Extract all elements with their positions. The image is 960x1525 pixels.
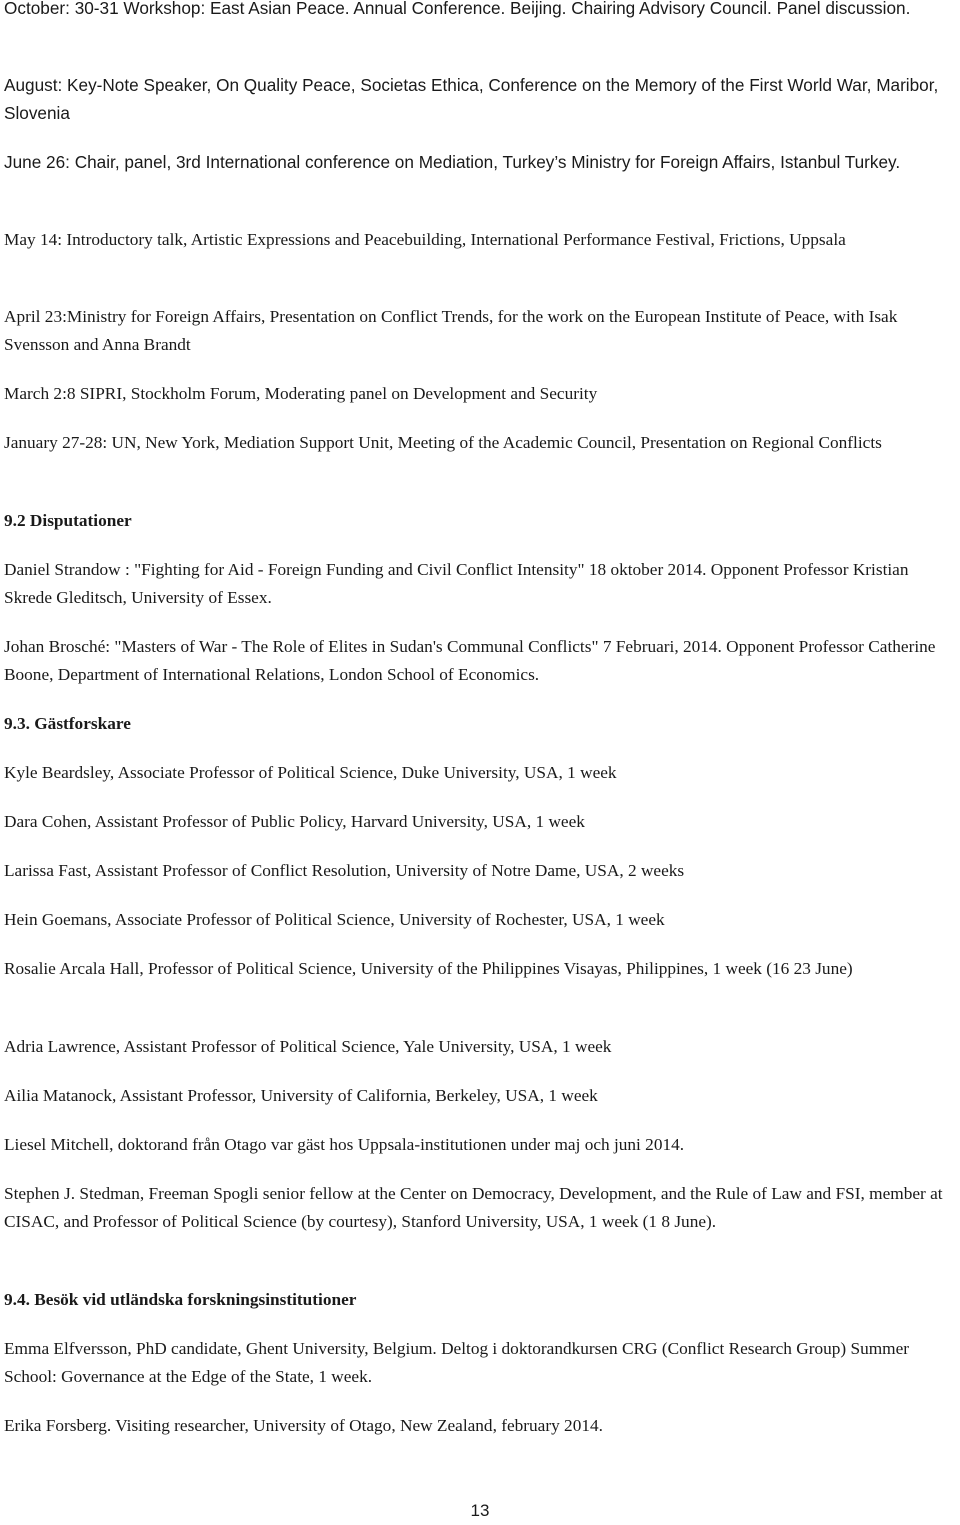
- guest-researcher-item: Larissa Fast, Assistant Professor of Conflict Resolution, University of Notre Dame, USA, 2 weeks: [4, 861, 685, 880]
- research-visit-item: Emma Elfversson, PhD candidate, Ghent University, Belgium. Deltog i doktorandkursen CRG (Conflict Research Group) Summer School: Governance at the Edge of the State, 1 week.: [4, 1339, 910, 1386]
- engagement-january: January 27-28: UN, New York, Mediation Support Unit, Meeting of the Academic Council, Presentation on Regional Conflicts: [4, 433, 882, 452]
- page-number: 13: [470, 1501, 490, 1520]
- guest-researcher-item: Dara Cohen, Assistant Professor of Public Policy, Harvard University, USA, 1 week: [4, 812, 585, 831]
- engagement-may: May 14: Introductory talk, Artistic Expressions and Peacebuilding, International Performance Festival, Frictions, Uppsala: [4, 230, 846, 249]
- engagement-august: August: Key-Note Speaker, On Quality Peace, Societas Ethica, Conference on the Memory of the First World War, Maribor, Slovenia: [4, 75, 939, 123]
- section-heading-besok: 9.4. Besök vid utländska forskningsinstitutioner: [4, 1290, 357, 1309]
- engagement-october: October: 30-31 Workshop: East Asian Peace. Annual Conference. Beijing. Chairing Advisory Council. Panel discussion.: [4, 0, 911, 18]
- research-visit-item: Erika Forsberg. Visiting researcher, University of Otago, New Zealand, february 2014.: [4, 1416, 603, 1435]
- guest-researcher-item: Ailia Matanock, Assistant Professor, University of California, Berkeley, USA, 1 week: [4, 1086, 598, 1105]
- guest-researcher-item: Hein Goemans, Associate Professor of Political Science, University of Rochester, USA, 1 week: [4, 910, 665, 929]
- section-heading-gastforskare: 9.3. Gästforskare: [4, 714, 131, 733]
- engagement-april: April 23:Ministry for Foreign Affairs, Presentation on Conflict Trends, for the work on the European Institute of Peace, with Isak Svensson and Anna Brandt: [4, 307, 898, 354]
- disputation-item: Johan Brosché: "Masters of War - The Role of Elites in Sudan's Communal Conflicts" 7 Februari, 2014. Opponent Professor Catherine Boone, Department of International Relations, London School of Economics.: [4, 637, 936, 684]
- guest-researcher-item: Stephen J. Stedman, Freeman Spogli senior fellow at the Center on Democracy, Development, and the Rule of Law and FSI, member at CISAC, and Professor of Political Science (by courtesy), Stanford University, USA, 1 week (1 8 June).: [4, 1184, 943, 1231]
- engagement-june: June 26: Chair, panel, 3rd International conference on Mediation, Turkey’s Ministry for Foreign Affairs, Istanbul Turkey.: [4, 152, 901, 172]
- guest-researcher-item: Liesel Mitchell, doktorand från Otago var gäst hos Uppsala-institutionen under maj och juni 2014.: [4, 1135, 685, 1154]
- engagement-march: March 2:8 SIPRI, Stockholm Forum, Moderating panel on Development and Security: [4, 384, 598, 403]
- guest-researcher-item: Adria Lawrence, Assistant Professor of Political Science, Yale University, USA, 1 week: [4, 1037, 612, 1056]
- section-heading-disputationer: 9.2 Disputationer: [4, 511, 132, 530]
- disputation-item: Daniel Strandow : "Fighting for Aid - Foreign Funding and Civil Conflict Intensity" 18 oktober 2014. Opponent Professor Kristian Skrede Gleditsch, University of Essex.: [4, 560, 909, 607]
- guest-researcher-item: Rosalie Arcala Hall, Professor of Political Science, University of the Philippines Visayas, Philippines, 1 week (16 23 June): [4, 959, 853, 978]
- guest-researcher-item: Kyle Beardsley, Associate Professor of Political Science, Duke University, USA, 1 week: [4, 763, 617, 782]
